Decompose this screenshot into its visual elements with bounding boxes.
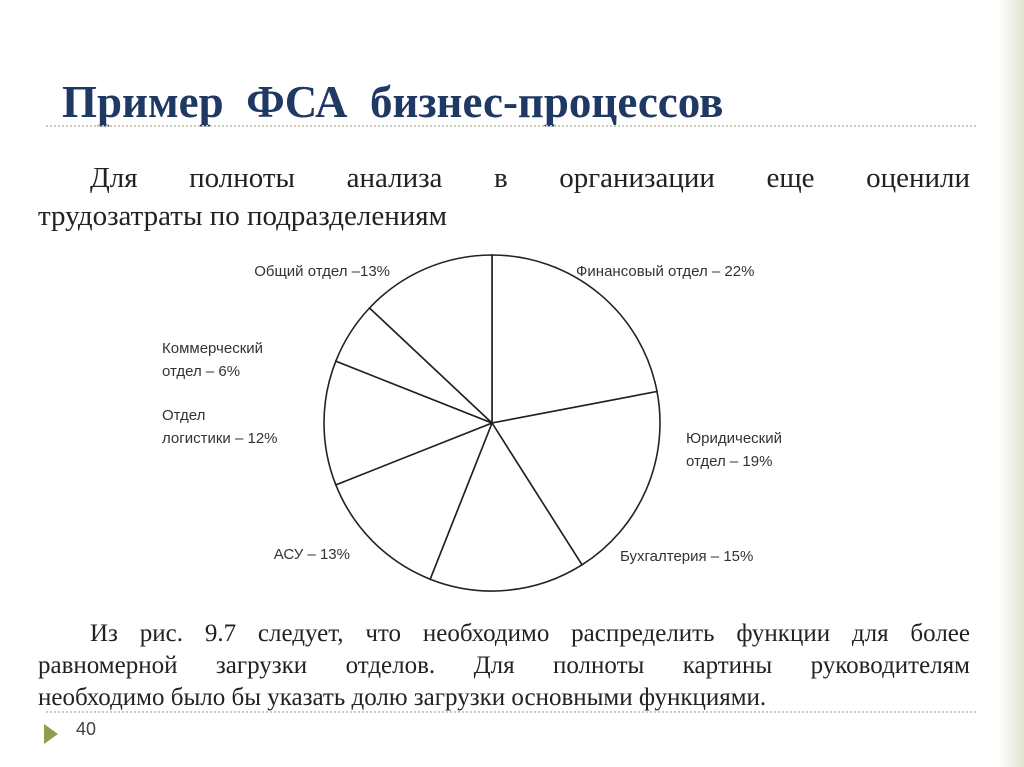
pie-slices [324, 255, 660, 591]
pie-slice-label: Юридический отдел – 19% [686, 430, 782, 470]
footer-divider [46, 711, 976, 713]
conclusion-line: необходимо было бы указать долю загрузки основными функциями. [38, 684, 767, 711]
pie-slice-label: Бухгалтерия – 15% [620, 548, 754, 565]
conclusion-line: равномерной загрузки отделов. Для полноты картины руководителям [38, 652, 970, 679]
slide-title: Пример ФСА бизнес-процессов [62, 77, 724, 127]
intro-line: Для полноты анализа в организации еще оценили [90, 162, 970, 194]
conclusion-paragraph [38, 618, 970, 714]
pie-slice-label: Отдел логистики – 12% [162, 407, 278, 447]
conclusion-line: Из рис. 9.7 следует, что необходимо распределить функции для более [90, 620, 970, 647]
pie-slice-label: Общий отдел –13% [254, 263, 390, 280]
intro-line: трудозатраты по подразделениям [38, 200, 447, 232]
pie-slice-label: АСУ – 13% [273, 546, 350, 563]
triangle-right-icon [44, 724, 58, 744]
pie-slice-label: Финансовый отдел – 22% [576, 263, 755, 280]
pie-slice-label: Коммерческий отдел – 6% [162, 340, 264, 380]
slide-number: 40 [76, 719, 97, 739]
